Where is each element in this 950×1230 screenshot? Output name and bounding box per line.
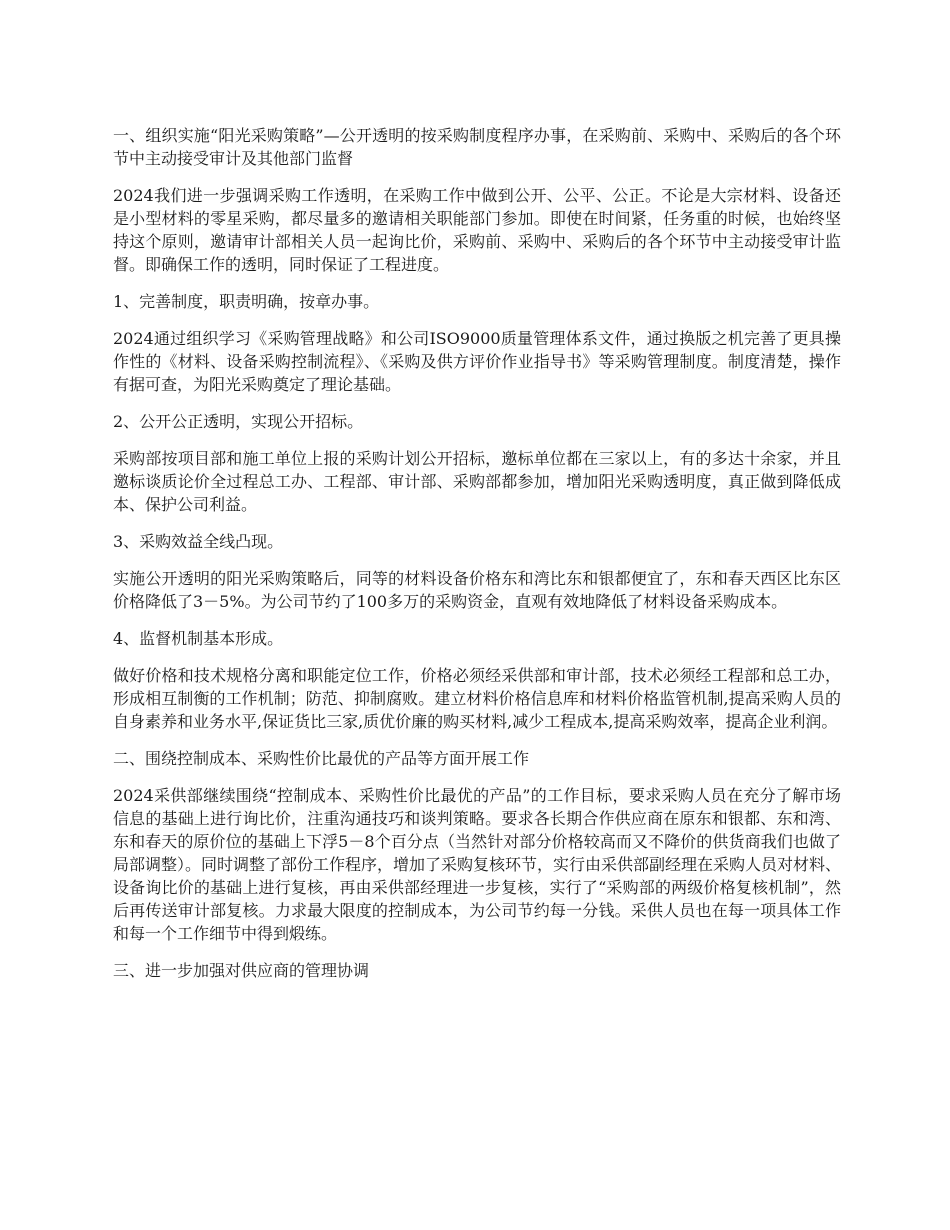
paragraph-procurement-benefit: 实施公开透明的阳光采购策略后，同等的材料设备价格东和湾比东和银都便宜了，东和春天西区比东区价格降低了3－5%。为公司节约了100多万的采购资金，直观有效地降低了材料设备采购成本。 [113, 569, 841, 611]
subheading-supervision-mechanism: 4、监督机制基本形成。 [113, 629, 284, 648]
paragraph-supervision-mechanism: 做好价格和技术规格分离和职能定位工作，价格必须经采供部和审计部，技术必须经工程部和总工办，形成相互制衡的工作机制；防范、抑制腐败。建立材料价格信息库和材料价格监管机制,提高采购人员的自身素养和业务水平,保证货比三家,质优价廉的购买材料,减少工程成本,提高采购效率，提高企业利润。 [113, 666, 841, 731]
paragraph-management-system: 2024通过组织学习《采购管理战略》和公司ISO9000质量管理体系文件，通过换版之机完善了更具操作性的《材料、设备采购控制流程》、《采购及供方评价作业指导书》等采购管理制度。制度清楚，操作有据可查，为阳光采购奠定了理论基础。 [113, 329, 841, 394]
section-heading-supplier-management: 三、进一步加强对供应商的管理协调 [113, 961, 370, 980]
section-heading-sunshine-procurement: 一、组织实施“阳光采购策略”—公开透明的按采购制度程序办事，在采购前、采购中、采购后的各个环节中主动接受审计及其他部门监督 [113, 126, 841, 168]
paragraph-public-bidding: 采购部按项目部和施工单位上报的采购计划公开招标，邀标单位都在三家以上，有的多达十余家，并且邀标谈质论价全过程总工办、工程部、审计部、采购部都参加，增加阳光采购透明度，真正做到降低成本、保护公司利益。 [113, 449, 841, 514]
document-body [113, 124, 841, 996]
section-heading-cost-control: 二、围绕控制成本、采购性价比最优的产品等方面开展工作 [113, 749, 530, 768]
subheading-improve-system: 1、完善制度，职责明确，按章办事。 [113, 292, 380, 311]
paragraph-cost-control: 2024采供部继续围绕“控制成本、采购性价比最优的产品”的工作目标，要求采购人员在充分了解市场信息的基础上进行询比价，注重沟通技巧和谈判策略。要求各长期合作供应商在原东和银都、东和湾、东和春天的原价位的基础上下浮5－8个百分点（当然针对部分价格较高而又不降价的供货商我们也做了局部调整）。同时调整了部份工作程序，增加了采购复核环节，实行由采供部副经理在采购人员对材料、设备询比价的基础上进行复核，再由采供部经理进一步复核，实行了“采购部的两级价格复核机制”，然后再传送审计部复核。力求最大限度的控制成本，为公司节约每一分钱。采供人员也在每一项具体工作和每一个工作细节中得到煅练。 [113, 786, 842, 943]
subheading-procurement-benefit: 3、采购效益全线凸现。 [113, 532, 284, 551]
subheading-public-bidding: 2、公开公正透明，实现公开招标。 [113, 412, 364, 431]
paragraph-transparency: 2024我们进一步强调采购工作透明，在采购工作中做到公开、公平、公正。不论是大宗材料、设备还是小型材料的零星采购，都尽量多的邀请相关职能部门参加。即使在时间紧，任务重的时候，也始终坚持这个原则，邀请审计部相关人员一起询比价，采购前、采购中、采购后的各个环节中主动接受审计监督。即确保工作的透明，同时保证了工程进度。 [113, 186, 841, 274]
